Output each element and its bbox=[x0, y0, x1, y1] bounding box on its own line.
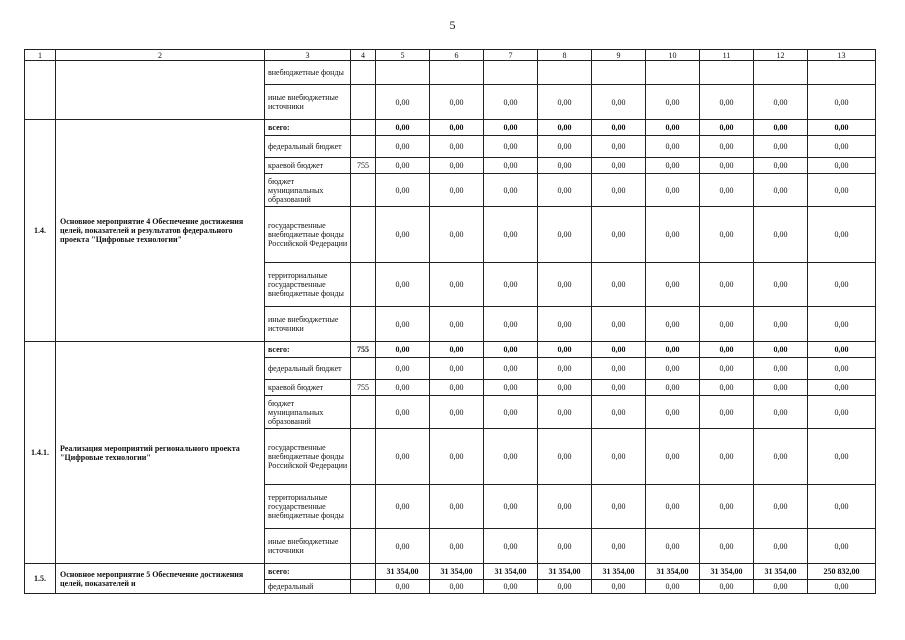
budget-code bbox=[351, 207, 376, 263]
value-cell: 0,00 bbox=[538, 158, 592, 174]
activity-name bbox=[56, 61, 265, 120]
value-cell: 0,00 bbox=[430, 358, 484, 380]
value-cell: 0,00 bbox=[592, 342, 646, 358]
budget-code bbox=[351, 358, 376, 380]
value-cell bbox=[538, 61, 592, 85]
column-header: 12 bbox=[754, 50, 808, 61]
value-cell: 0,00 bbox=[754, 85, 808, 120]
budget-code bbox=[351, 529, 376, 564]
funding-source: иные внебюджетные источники bbox=[265, 85, 351, 120]
value-cell: 31 354,00 bbox=[538, 564, 592, 580]
value-cell: 0,00 bbox=[646, 307, 700, 342]
value-cell: 0,00 bbox=[484, 529, 538, 564]
value-cell: 0,00 bbox=[700, 358, 754, 380]
value-cell: 31 354,00 bbox=[700, 564, 754, 580]
column-header: 7 bbox=[484, 50, 538, 61]
value-cell bbox=[484, 61, 538, 85]
value-cell: 0,00 bbox=[754, 120, 808, 136]
value-cell: 0,00 bbox=[430, 380, 484, 396]
value-cell: 31 354,00 bbox=[646, 564, 700, 580]
value-cell: 0,00 bbox=[376, 485, 430, 529]
value-cell: 0,00 bbox=[538, 136, 592, 158]
budget-code bbox=[351, 485, 376, 529]
value-cell: 0,00 bbox=[376, 85, 430, 120]
value-cell: 0,00 bbox=[484, 158, 538, 174]
budget-code bbox=[351, 396, 376, 429]
value-cell: 0,00 bbox=[646, 396, 700, 429]
value-cell: 0,00 bbox=[484, 85, 538, 120]
value-cell: 0,00 bbox=[592, 358, 646, 380]
value-cell: 0,00 bbox=[430, 342, 484, 358]
value-cell: 0,00 bbox=[808, 429, 876, 485]
value-cell: 0,00 bbox=[538, 120, 592, 136]
value-cell: 0,00 bbox=[538, 207, 592, 263]
value-cell: 0,00 bbox=[754, 485, 808, 529]
budget-code bbox=[351, 174, 376, 207]
value-cell bbox=[430, 61, 484, 85]
value-cell: 0,00 bbox=[592, 429, 646, 485]
value-cell: 0,00 bbox=[376, 207, 430, 263]
value-cell: 0,00 bbox=[376, 120, 430, 136]
value-cell: 0,00 bbox=[592, 207, 646, 263]
value-cell: 0,00 bbox=[754, 158, 808, 174]
value-cell: 0,00 bbox=[538, 358, 592, 380]
funding-source: федеральный bbox=[265, 580, 351, 594]
value-cell: 0,00 bbox=[754, 307, 808, 342]
row-number: 1.5. bbox=[25, 564, 56, 594]
column-header: 8 bbox=[538, 50, 592, 61]
value-cell: 0,00 bbox=[646, 342, 700, 358]
value-cell: 0,00 bbox=[430, 485, 484, 529]
value-cell: 0,00 bbox=[430, 307, 484, 342]
table-row bbox=[25, 564, 876, 580]
funding-source: федеральный бюджет bbox=[265, 136, 351, 158]
value-cell: 0,00 bbox=[538, 263, 592, 307]
value-cell: 0,00 bbox=[646, 580, 700, 594]
funding-source: иные внебюджетные источники bbox=[265, 529, 351, 564]
value-cell bbox=[646, 61, 700, 85]
funding-source: государственные внебюджетные фонды Российской Федерации bbox=[265, 429, 351, 485]
value-cell: 0,00 bbox=[376, 529, 430, 564]
value-cell: 0,00 bbox=[430, 529, 484, 564]
value-cell: 0,00 bbox=[700, 158, 754, 174]
value-cell: 0,00 bbox=[376, 342, 430, 358]
value-cell: 0,00 bbox=[376, 263, 430, 307]
value-cell: 31 354,00 bbox=[754, 564, 808, 580]
value-cell: 31 354,00 bbox=[484, 564, 538, 580]
value-cell: 0,00 bbox=[538, 429, 592, 485]
value-cell: 0,00 bbox=[430, 158, 484, 174]
value-cell: 0,00 bbox=[376, 396, 430, 429]
value-cell: 0,00 bbox=[700, 307, 754, 342]
budget-code bbox=[351, 307, 376, 342]
value-cell: 0,00 bbox=[646, 429, 700, 485]
value-cell: 0,00 bbox=[808, 580, 876, 594]
value-cell: 0,00 bbox=[808, 174, 876, 207]
value-cell: 0,00 bbox=[484, 307, 538, 342]
value-cell: 0,00 bbox=[538, 342, 592, 358]
funding-source: всего: bbox=[265, 120, 351, 136]
row-number: 1.4. bbox=[25, 120, 56, 342]
value-cell: 250 832,00 bbox=[808, 564, 876, 580]
value-cell: 0,00 bbox=[430, 580, 484, 594]
value-cell: 0,00 bbox=[646, 158, 700, 174]
column-header: 6 bbox=[430, 50, 484, 61]
value-cell: 0,00 bbox=[592, 396, 646, 429]
value-cell: 0,00 bbox=[484, 380, 538, 396]
value-cell: 0,00 bbox=[808, 485, 876, 529]
row-number bbox=[25, 61, 56, 120]
column-header: 13 bbox=[808, 50, 876, 61]
column-header: 5 bbox=[376, 50, 430, 61]
value-cell: 0,00 bbox=[808, 85, 876, 120]
value-cell: 31 354,00 bbox=[376, 564, 430, 580]
value-cell: 0,00 bbox=[430, 85, 484, 120]
budget-code: 755 bbox=[351, 342, 376, 358]
value-cell: 0,00 bbox=[700, 485, 754, 529]
value-cell: 0,00 bbox=[754, 429, 808, 485]
budget-table bbox=[24, 49, 876, 594]
value-cell: 0,00 bbox=[700, 342, 754, 358]
value-cell: 0,00 bbox=[538, 174, 592, 207]
value-cell: 0,00 bbox=[430, 263, 484, 307]
column-header-row bbox=[25, 50, 876, 61]
table-row bbox=[25, 61, 876, 85]
value-cell: 0,00 bbox=[808, 358, 876, 380]
value-cell: 0,00 bbox=[484, 396, 538, 429]
value-cell: 0,00 bbox=[646, 380, 700, 396]
value-cell: 0,00 bbox=[592, 380, 646, 396]
value-cell: 0,00 bbox=[376, 174, 430, 207]
row-number: 1.4.1. bbox=[25, 342, 56, 564]
value-cell: 0,00 bbox=[484, 263, 538, 307]
value-cell: 0,00 bbox=[700, 380, 754, 396]
funding-source: иные внебюджетные источники bbox=[265, 307, 351, 342]
budget-code: 755 bbox=[351, 158, 376, 174]
value-cell: 0,00 bbox=[808, 120, 876, 136]
value-cell: 0,00 bbox=[754, 396, 808, 429]
funding-source: бюджет муниципальных образований bbox=[265, 174, 351, 207]
value-cell: 0,00 bbox=[700, 580, 754, 594]
funding-source: краевой бюджет bbox=[265, 158, 351, 174]
column-header: 11 bbox=[700, 50, 754, 61]
funding-source: всего: bbox=[265, 564, 351, 580]
value-cell: 0,00 bbox=[646, 485, 700, 529]
value-cell: 0,00 bbox=[700, 429, 754, 485]
value-cell: 0,00 bbox=[376, 580, 430, 594]
value-cell: 0,00 bbox=[538, 307, 592, 342]
funding-source: государственные внебюджетные фонды Российской Федерации bbox=[265, 207, 351, 263]
value-cell: 0,00 bbox=[430, 396, 484, 429]
value-cell: 0,00 bbox=[592, 485, 646, 529]
value-cell: 0,00 bbox=[754, 580, 808, 594]
table-row bbox=[25, 342, 876, 358]
value-cell: 0,00 bbox=[538, 580, 592, 594]
activity-name: Основное мероприятие 4 Обеспечение достижения целей, показателей и результатов федерального проекта "Цифровые технологии" bbox=[56, 120, 265, 342]
budget-code bbox=[351, 263, 376, 307]
value-cell: 0,00 bbox=[484, 429, 538, 485]
value-cell: 0,00 bbox=[484, 485, 538, 529]
funding-source: всего: bbox=[265, 342, 351, 358]
budget-code bbox=[351, 136, 376, 158]
table-body bbox=[25, 50, 876, 594]
value-cell: 0,00 bbox=[808, 380, 876, 396]
value-cell: 0,00 bbox=[430, 429, 484, 485]
value-cell: 0,00 bbox=[592, 120, 646, 136]
value-cell: 0,00 bbox=[754, 529, 808, 564]
budget-code bbox=[351, 61, 376, 85]
value-cell: 0,00 bbox=[484, 174, 538, 207]
budget-code bbox=[351, 580, 376, 594]
funding-source: бюджет муниципальных образований bbox=[265, 396, 351, 429]
value-cell: 0,00 bbox=[592, 174, 646, 207]
value-cell: 0,00 bbox=[592, 529, 646, 564]
value-cell: 0,00 bbox=[646, 358, 700, 380]
budget-code bbox=[351, 564, 376, 580]
funding-source: федеральный бюджет bbox=[265, 358, 351, 380]
value-cell: 0,00 bbox=[808, 342, 876, 358]
value-cell: 0,00 bbox=[808, 136, 876, 158]
value-cell: 0,00 bbox=[808, 307, 876, 342]
value-cell: 0,00 bbox=[376, 380, 430, 396]
value-cell: 0,00 bbox=[808, 263, 876, 307]
value-cell: 0,00 bbox=[376, 429, 430, 485]
column-header: 1 bbox=[25, 50, 56, 61]
funding-source: краевой бюджет bbox=[265, 380, 351, 396]
budget-code bbox=[351, 120, 376, 136]
value-cell: 0,00 bbox=[484, 207, 538, 263]
value-cell: 0,00 bbox=[484, 120, 538, 136]
value-cell: 0,00 bbox=[646, 120, 700, 136]
value-cell: 0,00 bbox=[754, 207, 808, 263]
budget-code bbox=[351, 85, 376, 120]
value-cell: 31 354,00 bbox=[430, 564, 484, 580]
value-cell: 0,00 bbox=[592, 307, 646, 342]
funding-source: территориальные государственные внебюджетные фонды bbox=[265, 263, 351, 307]
value-cell: 0,00 bbox=[592, 158, 646, 174]
funding-source: территориальные государственные внебюджетные фонды bbox=[265, 485, 351, 529]
value-cell: 0,00 bbox=[754, 358, 808, 380]
column-header: 9 bbox=[592, 50, 646, 61]
value-cell: 0,00 bbox=[808, 529, 876, 564]
value-cell: 0,00 bbox=[376, 136, 430, 158]
value-cell: 0,00 bbox=[538, 485, 592, 529]
value-cell: 0,00 bbox=[484, 580, 538, 594]
value-cell: 0,00 bbox=[430, 120, 484, 136]
column-header: 10 bbox=[646, 50, 700, 61]
value-cell: 0,00 bbox=[646, 529, 700, 564]
value-cell: 0,00 bbox=[808, 207, 876, 263]
value-cell: 31 354,00 bbox=[592, 564, 646, 580]
value-cell: 0,00 bbox=[808, 158, 876, 174]
value-cell: 0,00 bbox=[484, 358, 538, 380]
value-cell: 0,00 bbox=[376, 158, 430, 174]
value-cell: 0,00 bbox=[700, 263, 754, 307]
value-cell: 0,00 bbox=[754, 380, 808, 396]
budget-code bbox=[351, 429, 376, 485]
value-cell: 0,00 bbox=[754, 342, 808, 358]
value-cell: 0,00 bbox=[700, 396, 754, 429]
value-cell: 0,00 bbox=[538, 396, 592, 429]
value-cell: 0,00 bbox=[700, 529, 754, 564]
value-cell bbox=[376, 61, 430, 85]
column-header: 2 bbox=[56, 50, 265, 61]
value-cell: 0,00 bbox=[646, 263, 700, 307]
budget-code: 755 bbox=[351, 380, 376, 396]
value-cell: 0,00 bbox=[430, 136, 484, 158]
value-cell: 0,00 bbox=[430, 174, 484, 207]
value-cell: 0,00 bbox=[700, 174, 754, 207]
value-cell: 0,00 bbox=[754, 263, 808, 307]
value-cell: 0,00 bbox=[538, 529, 592, 564]
value-cell: 0,00 bbox=[754, 136, 808, 158]
page-number: 5 bbox=[449, 18, 456, 32]
value-cell: 0,00 bbox=[592, 263, 646, 307]
value-cell bbox=[700, 61, 754, 85]
activity-name: Основное мероприятие 5 Обеспечение достижения целей, показателей и bbox=[56, 564, 265, 594]
value-cell: 0,00 bbox=[484, 342, 538, 358]
value-cell bbox=[592, 61, 646, 85]
value-cell: 0,00 bbox=[646, 85, 700, 120]
column-header: 3 bbox=[265, 50, 351, 61]
value-cell: 0,00 bbox=[700, 85, 754, 120]
value-cell: 0,00 bbox=[592, 85, 646, 120]
funding-source: внебюджетные фонды bbox=[265, 61, 351, 85]
value-cell: 0,00 bbox=[430, 207, 484, 263]
value-cell bbox=[754, 61, 808, 85]
value-cell: 0,00 bbox=[538, 380, 592, 396]
value-cell: 0,00 bbox=[484, 136, 538, 158]
value-cell: 0,00 bbox=[700, 207, 754, 263]
value-cell: 0,00 bbox=[646, 207, 700, 263]
table-row bbox=[25, 120, 876, 136]
value-cell: 0,00 bbox=[700, 136, 754, 158]
value-cell: 0,00 bbox=[538, 85, 592, 120]
value-cell: 0,00 bbox=[700, 120, 754, 136]
activity-name: Реализация мероприятий регионального проекта "Цифровые технологии" bbox=[56, 342, 265, 564]
value-cell: 0,00 bbox=[754, 174, 808, 207]
value-cell bbox=[808, 61, 876, 85]
value-cell: 0,00 bbox=[592, 136, 646, 158]
column-header: 4 bbox=[351, 50, 376, 61]
value-cell: 0,00 bbox=[592, 580, 646, 594]
value-cell: 0,00 bbox=[646, 136, 700, 158]
value-cell: 0,00 bbox=[376, 358, 430, 380]
value-cell: 0,00 bbox=[646, 174, 700, 207]
value-cell: 0,00 bbox=[376, 307, 430, 342]
value-cell: 0,00 bbox=[808, 396, 876, 429]
